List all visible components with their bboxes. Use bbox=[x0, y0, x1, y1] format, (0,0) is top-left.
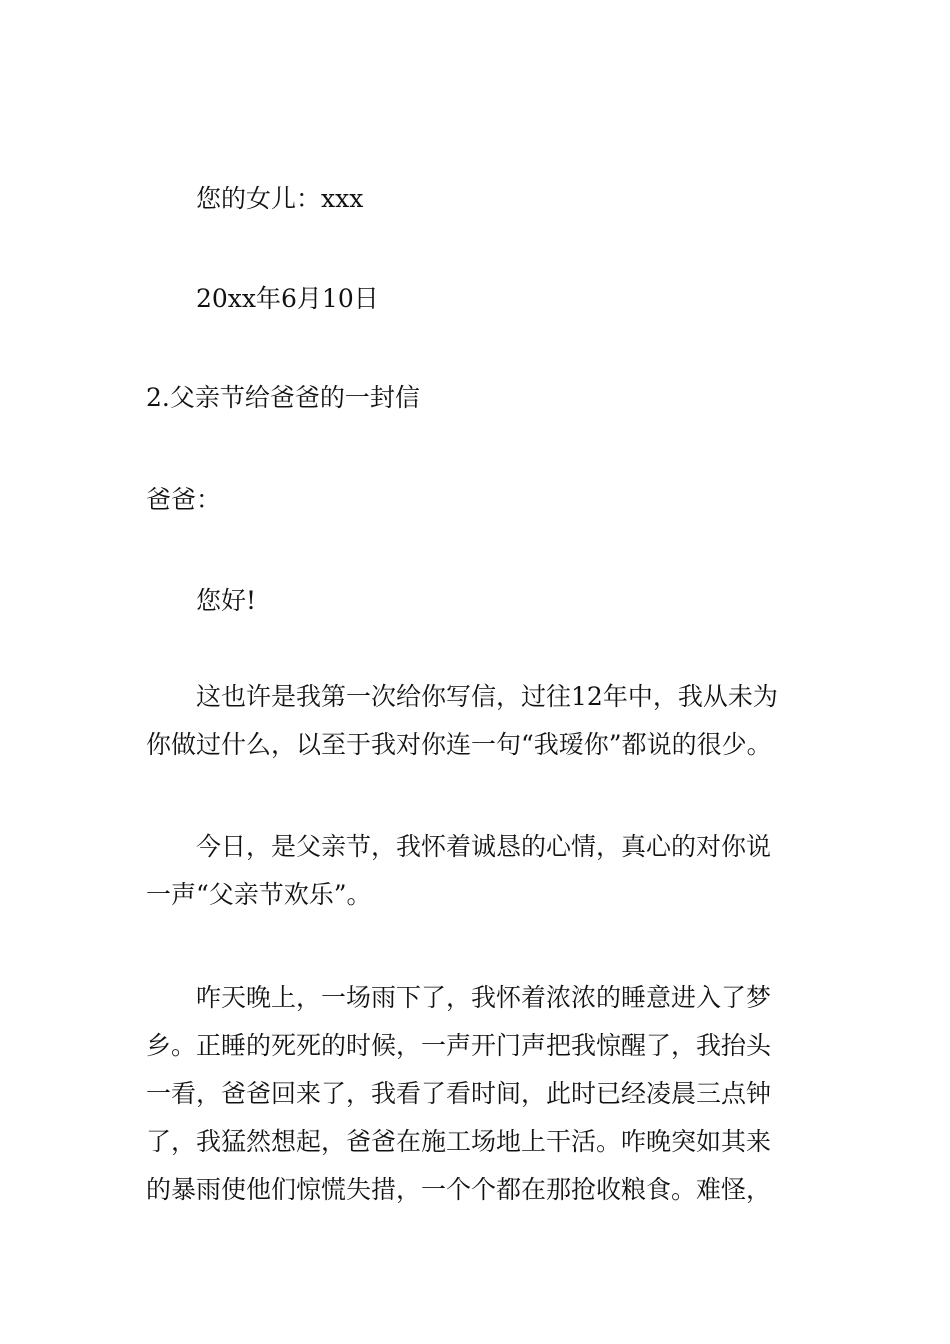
greeting: 您好! bbox=[196, 586, 257, 615]
paragraph-line: 你做过什么，以至于我对你连一句“我瑷你”都说的很少。 bbox=[146, 730, 772, 759]
paragraph-line: 一声“父亲节欢乐”。 bbox=[146, 880, 372, 909]
paragraph-line: 一看，爸爸回来了，我看了看时间，此时已经凌晨三点钟 bbox=[146, 1079, 772, 1108]
paragraph-line: 的暴雨使他们惊慌失措，一个个都在那抢收粮食。难怪， bbox=[146, 1175, 772, 1204]
paragraph-1 bbox=[146, 673, 806, 769]
section-heading: 2.父亲节给爸爸的一封信 bbox=[146, 383, 420, 412]
paragraph-line: 了，我猛然想起，爸爸在施工场地上干活。咋晚突如其来 bbox=[146, 1127, 772, 1156]
signature-from: 您的女儿：xxx bbox=[196, 184, 364, 213]
paragraph-2 bbox=[146, 823, 806, 919]
paragraph-3 bbox=[146, 974, 806, 1214]
salutation: 爸爸： bbox=[146, 485, 222, 514]
paragraph-line: 咋天晚上，一场雨下了，我怀着浓浓的睡意进入了梦 bbox=[196, 983, 772, 1012]
paragraph-line: 这也许是我第一次给你写信，过往12年中，我从未为 bbox=[196, 682, 778, 711]
paragraph-line: 今日，是父亲节，我怀着诚恳的心情，真心的对你说 bbox=[196, 832, 772, 861]
paragraph-line: 乡。正睡的死死的时候，一声开门声把我惊醒了，我抬头 bbox=[146, 1031, 772, 1060]
signature-date: 20xx年6月10日 bbox=[196, 284, 379, 313]
